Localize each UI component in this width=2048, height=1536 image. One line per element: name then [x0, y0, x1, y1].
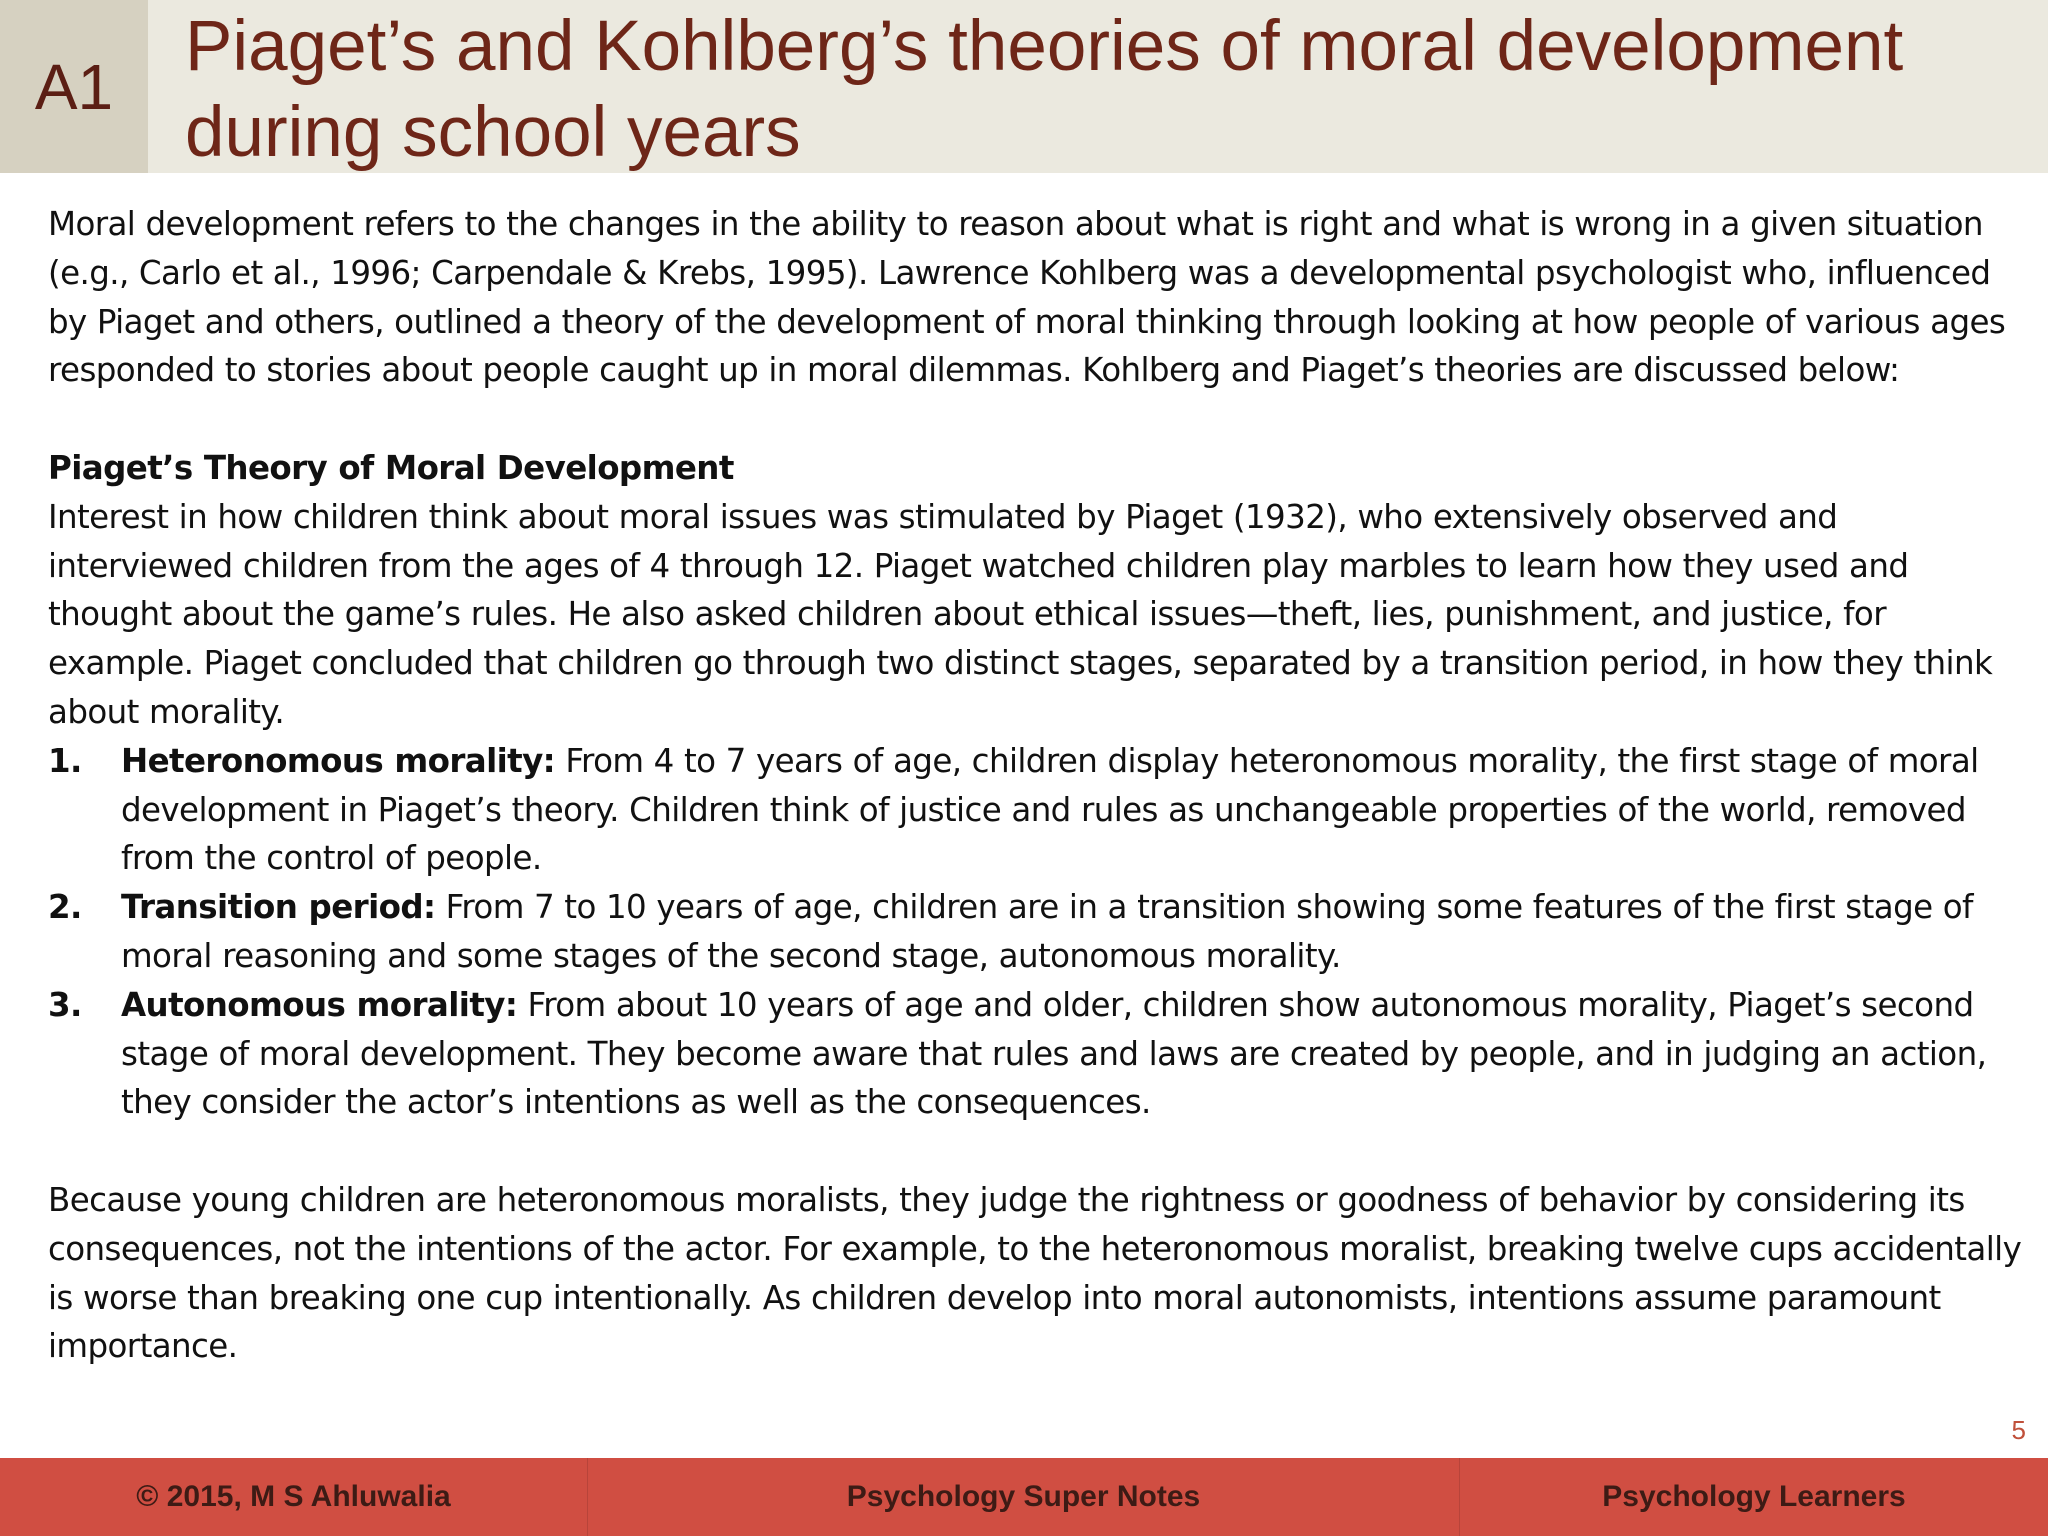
list-item — [48, 981, 2028, 1127]
intro-paragraph: Moral development refers to the changes in the ability to reason about what is right and what is wrong in a given situation (e.g., Carlo et al., 1996; Carpendale & Krebs, 1995). Lawrence Kohlberg was a developmental psychologist who, influenced by Piaget and others, outlined a theory of the development of moral thinking through looking at how people of various ages responded to stories about people caught up in moral dilemmas. Kohlberg and Piaget’s theories are discussed below: — [48, 205, 2006, 390]
spacer — [48, 395, 2028, 444]
slide-title-line-1: Piaget’s and Kohlberg’s theories of moral development — [185, 7, 1904, 86]
section-badge-label: A1 — [34, 50, 114, 123]
list-item-number: 1. — [48, 741, 82, 780]
list-item-text: From 7 to 10 years of age, children are in a transition showing some features of the first stage of moral reasoning and some stages of the second stage, autonomous morality. — [121, 888, 1973, 975]
list-item-text: From about 10 years of age and older, children show autonomous morality, Piaget’s second stage of moral development. They become aware that rules and laws are created by people, and in judging an action, they consider the actor’s intentions as well as the consequences. — [121, 985, 1987, 1122]
section-paragraph: Interest in how children think about moral issues was stimulated by Piaget (1932), who extensively observed and interviewed children from the ages of 4 through 12. Piaget watched children play marbles to learn how they used and thought about the game’s rules. He also asked children about ethical issues—theft, lies, punishment, and justice, for example. Piaget concluded that children go through two distinct stages, separated by a transition period, in how they think about morality. — [48, 497, 1993, 731]
slide-header — [0, 0, 2048, 173]
slide-title — [185, 4, 2035, 176]
list-item — [48, 883, 2028, 981]
list-item-term: Autonomous morality: — [121, 985, 518, 1024]
slide-footer — [0, 1458, 2048, 1536]
slide-body — [48, 200, 2028, 1371]
list-item-text: From 4 to 7 years of age, children display heteronomous morality, the first stage of moral development in Piaget’s theory. Children think of justice and rules as unchangeable properties of the world, removed from the control of people. — [121, 741, 1979, 878]
list-item-term: Heteronomous morality: — [121, 741, 556, 780]
list-item-number: 2. — [48, 888, 82, 927]
footer-publisher: Psychology Learners — [1602, 1480, 1906, 1513]
footer-title: Psychology Super Notes — [588, 1458, 1460, 1536]
list-item — [48, 737, 2028, 883]
footer-copyright: © 2015, M S Ahluwalia — [0, 1458, 588, 1536]
page-number: 5 — [2011, 1415, 2026, 1445]
section-heading: Piaget’s Theory of Moral Development — [48, 448, 734, 487]
list-item-number: 3. — [48, 985, 82, 1024]
closing-paragraph: Because young children are heteronomous moralists, they judge the rightness or goodness of behavior by considering its consequences, not the intentions of the actor. For example, to the heteronomous moralist, breaking twelve cups accidentally is worse than breaking one cup intentionally. As children develop into moral autonomists, intentions assume paramount importance. — [48, 1180, 2022, 1366]
stages-list — [48, 737, 2028, 1127]
list-item-term: Transition period: — [121, 888, 436, 927]
slide-title-line-2: during school years — [185, 93, 801, 172]
section-badge — [0, 0, 148, 173]
spacer — [48, 1127, 2028, 1176]
